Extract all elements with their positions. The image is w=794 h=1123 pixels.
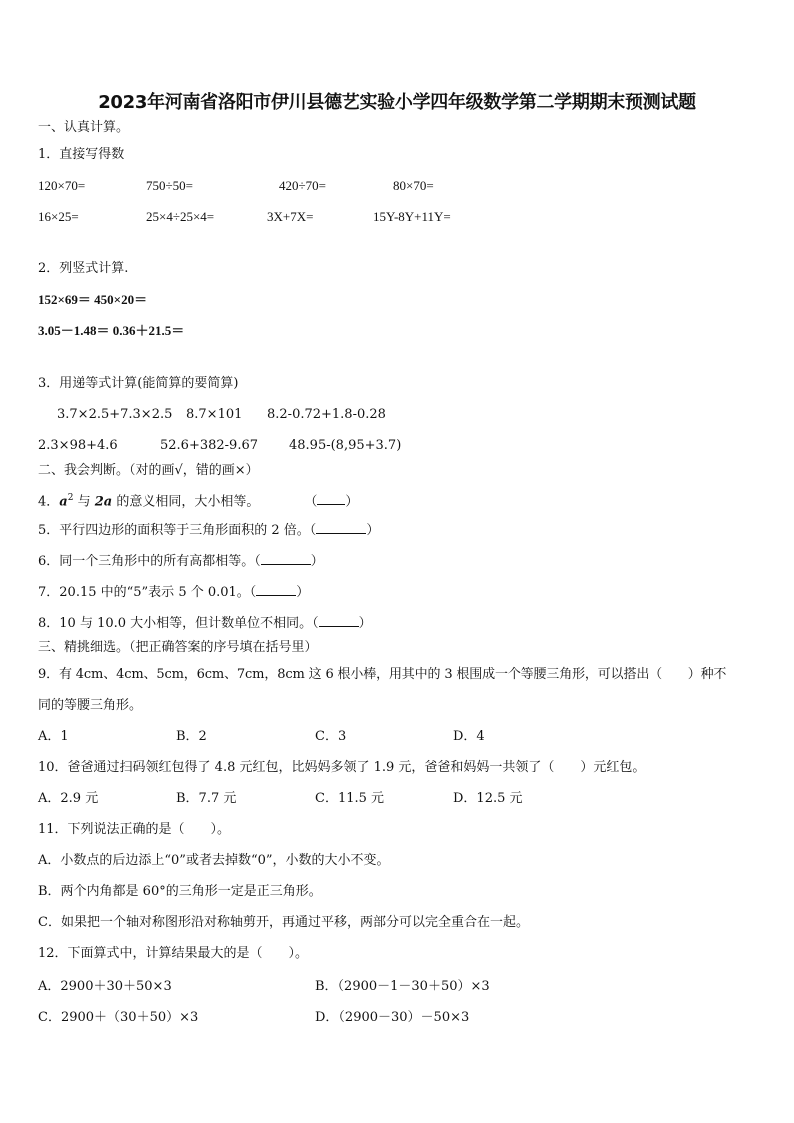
section-3-heading: 三、精挑细选。（把正确答案的序号填在括号里） — [38, 640, 318, 655]
q8 — [38, 614, 372, 632]
q4-var: a — [59, 494, 68, 510]
q9-line: 9．有 4cm、4cm、5cm，6cm、7cm，8cm 这 6 根小棒，用其中的 3 根围成一个等腰三角形，可以搭出（ ）种不 — [38, 667, 727, 682]
q1-item: 750÷50= — [146, 178, 193, 193]
q11-option-b[interactable]: B．两个内角都是 60°的三角形一定是正三角形。 — [38, 884, 322, 899]
q3-item: 3.7×2.5+7.3×2.5 — [57, 407, 173, 422]
q1-item: 15Y-8Y+11Y= — [373, 209, 451, 224]
q4-text: 与 — [73, 494, 95, 510]
q12-option-b[interactable]: B．（2900－1－30＋50）×3 — [315, 979, 490, 994]
q12-text: 12．下面算式中，计算结果最大的是（ ）。 — [38, 946, 309, 961]
q1-item: 3X+7X= — [267, 209, 314, 224]
q9-option-c[interactable]: C．3 — [315, 729, 347, 744]
answer-blank[interactable] — [261, 552, 311, 565]
q10-option-c[interactable]: C．11.5 元 — [315, 791, 385, 806]
q9-option-d[interactable]: D．4 — [453, 729, 485, 744]
q5-text: 5．平行四边形的面积等于三角形面积的 2 倍。（ — [38, 523, 317, 538]
q4-number: 4． — [38, 494, 60, 510]
q2-row: 3.05－1.48＝ 0.36＋21.5＝ — [38, 323, 185, 338]
page-title: 2023年河南省洛阳市伊川县德艺实验小学四年级数学第二学期期末预测试题 — [98, 92, 696, 113]
q2-label: 2．列竖式计算. — [38, 261, 129, 276]
answer-blank[interactable] — [316, 521, 366, 534]
q9-line: 同的等腰三角形。 — [38, 698, 143, 713]
q6 — [38, 552, 324, 570]
q3-item: 8.7×101 — [186, 407, 243, 422]
q11-text: 11．下列说法正确的是（ ）。 — [38, 822, 231, 837]
q12-option-d[interactable]: D．（2900－30）－50×3 — [315, 1010, 470, 1025]
section-2-heading: 二、我会判断。（对的画√，错的画×） — [38, 463, 259, 478]
q2-row: 152×69＝ 450×20＝ — [38, 292, 148, 307]
q12-option-c[interactable]: C．2900＋（30＋50）×3 — [38, 1010, 199, 1025]
q5-paren-right: ） — [366, 523, 380, 538]
q7-paren-right: ） — [296, 585, 310, 600]
q4-text: 的意义相同，大小相等。 — [112, 494, 260, 510]
q1-item: 120×70= — [38, 178, 86, 193]
q8-paren-right: ） — [358, 616, 372, 631]
q3-item: 8.2-0.72+1.8-0.28 — [267, 407, 386, 422]
q4-exponent: 2 — [67, 493, 74, 503]
q4-var: 2a — [94, 494, 113, 510]
q9-option-b[interactable]: B．2 — [176, 729, 207, 744]
q3-label: 3．用递等式计算(能简算的要简算) — [38, 376, 239, 391]
q7 — [38, 583, 309, 601]
q12-option-a[interactable]: A．2900＋30＋50×3 — [38, 979, 172, 994]
q11-option-c[interactable]: C．如果把一个轴对称图形沿对称轴剪开，再通过平移，两部分可以完全重合在一起。 — [38, 915, 529, 930]
q1-item: 80×70= — [393, 178, 434, 193]
q3-item: 2.3×98+4.6 — [38, 438, 118, 453]
answer-blank[interactable] — [256, 583, 296, 596]
q3-item: 48.95-(8,95+3.7) — [289, 438, 402, 453]
q3-item: 52.6+382-9.67 — [160, 438, 258, 453]
q10-option-a[interactable]: A．2.9 元 — [38, 791, 99, 806]
q4 — [38, 490, 358, 510]
q6-paren-right: ） — [310, 554, 324, 569]
q11-option-a[interactable]: A．小数点的后边添上“0”或者去掉数“0”，小数的大小不变。 — [38, 853, 390, 868]
q1-label: 1．直接写得数 — [38, 147, 125, 162]
q7-text: 7．20.15 中的“5”表示 5 个 0.01。（ — [38, 585, 257, 600]
q10-option-b[interactable]: B．7.7 元 — [176, 791, 237, 806]
q5 — [38, 521, 379, 539]
q1-item: 420÷70= — [279, 178, 326, 193]
q4-paren-left: （ — [304, 494, 318, 510]
q1-item: 16×25= — [38, 209, 79, 224]
q4-paren-right: ） — [345, 494, 359, 510]
answer-blank[interactable] — [317, 492, 345, 505]
q8-text: 8．10 与 10.0 大小相等，但计数单位不相同。（ — [38, 616, 319, 631]
q10-option-d[interactable]: D．12.5 元 — [453, 791, 523, 806]
q1-item: 25×4÷25×4= — [146, 209, 215, 224]
q9-option-a[interactable]: A．1 — [38, 729, 69, 744]
q6-text: 6．同一个三角形中的所有高都相等。（ — [38, 554, 261, 569]
section-1-heading: 一、认真计算。 — [38, 120, 130, 135]
answer-blank[interactable] — [319, 614, 359, 627]
q10-text: 10．爸爸通过扫码领红包得了 4.8 元红包，比妈妈多领了 1.9 元，爸爸和妈妈一共领了（ ）元红包。 — [38, 760, 646, 775]
